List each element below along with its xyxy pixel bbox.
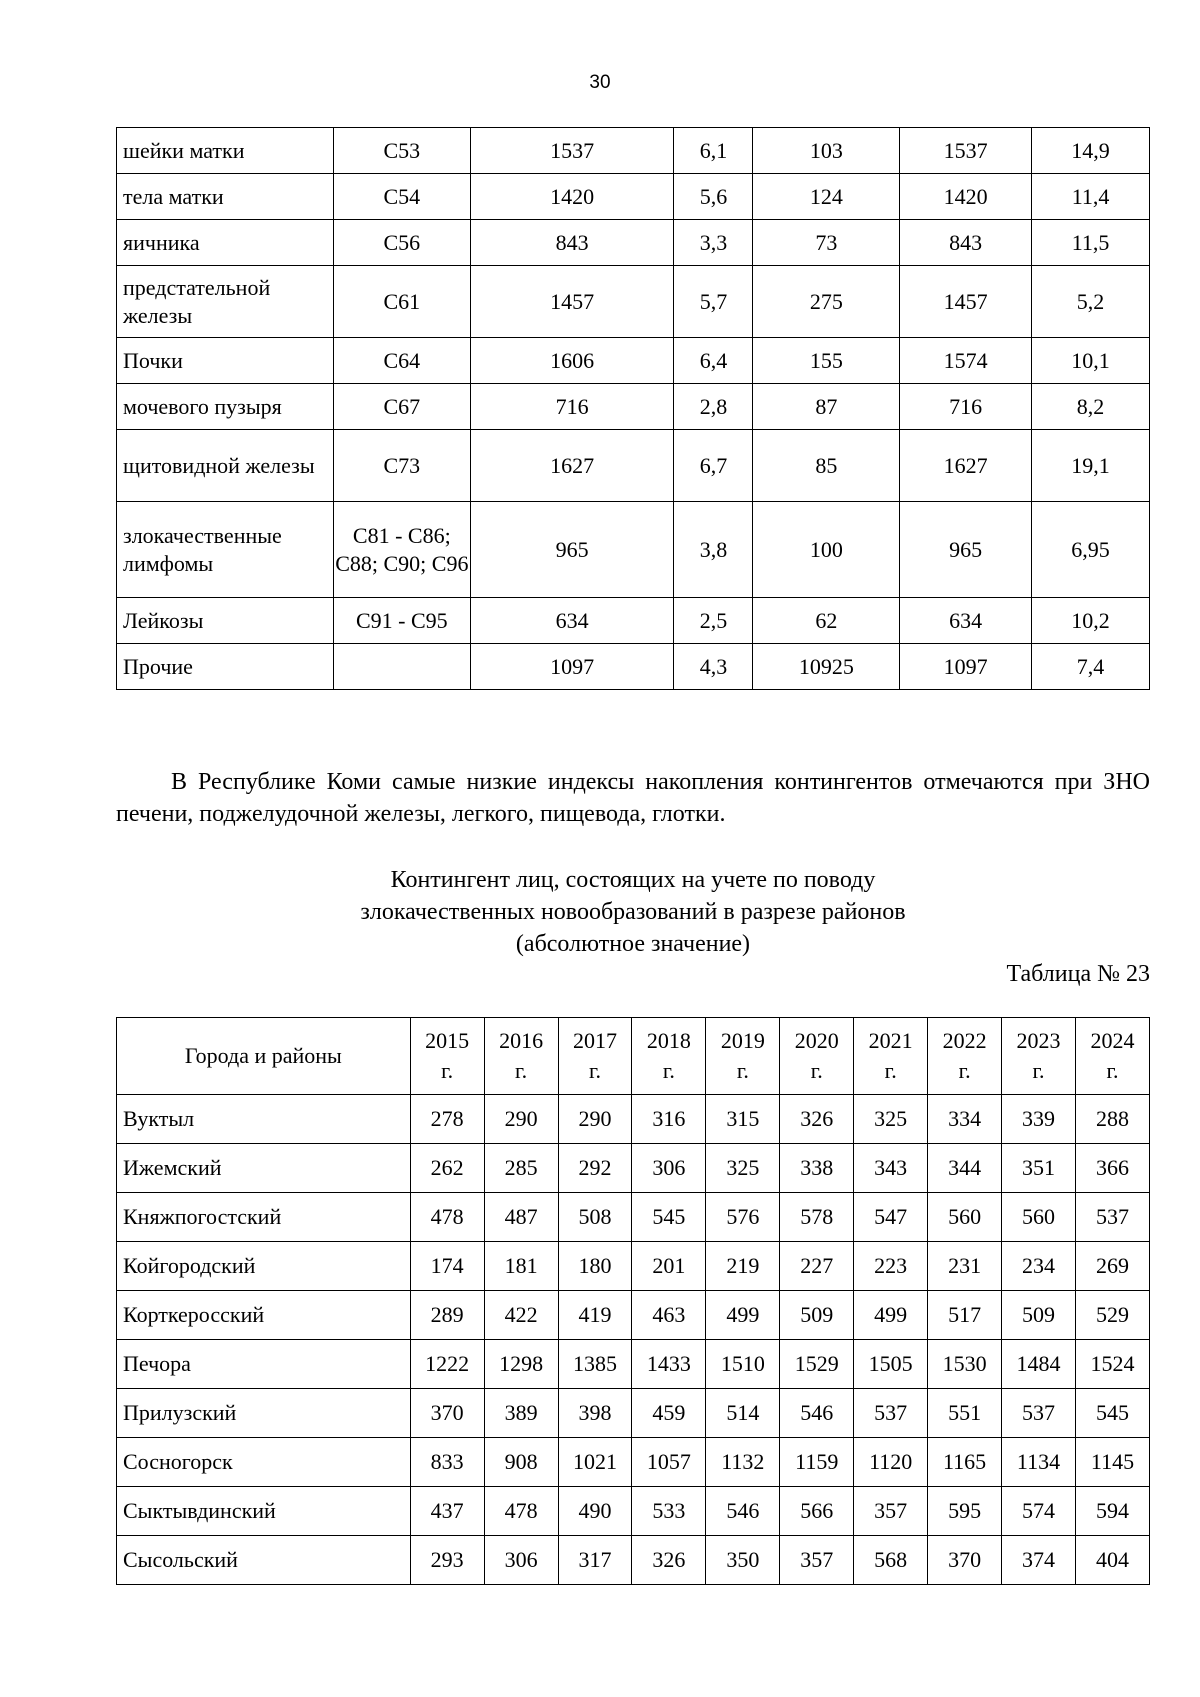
- value-cell: 223: [854, 1242, 928, 1291]
- year-value: 2024: [1090, 1028, 1135, 1053]
- value-cell: 419: [558, 1291, 632, 1340]
- value-cell: 316: [632, 1095, 706, 1144]
- value-cell: 343: [854, 1144, 928, 1193]
- year-value: 2023: [1016, 1028, 1061, 1053]
- value-cell: 227: [780, 1242, 854, 1291]
- table-row: [117, 384, 1150, 430]
- value-cell: 574: [1002, 1487, 1076, 1536]
- caption-line: Контингент лиц, состоящих на учете по поводу: [390, 867, 876, 893]
- district-name-cell: Княжпогостский: [117, 1193, 411, 1242]
- value-cell: 315: [706, 1095, 780, 1144]
- value-cell: 11,5: [1032, 220, 1150, 266]
- value-cell: 1132: [706, 1438, 780, 1487]
- name-cell: шейки матки: [117, 128, 334, 174]
- district-contingent-table: [116, 1017, 1150, 1585]
- column-header-year: [410, 1018, 484, 1095]
- value-cell: 6,4: [674, 338, 753, 384]
- value-cell: 6,7: [674, 430, 753, 502]
- value-cell: 278: [410, 1095, 484, 1144]
- value-cell: 478: [484, 1487, 558, 1536]
- value-cell: 292: [558, 1144, 632, 1193]
- value-cell: 357: [854, 1487, 928, 1536]
- value-cell: 1134: [1002, 1438, 1076, 1487]
- caption-line: (абсолютное значение): [515, 931, 751, 957]
- value-cell: 326: [780, 1095, 854, 1144]
- value-cell: 843: [900, 220, 1032, 266]
- value-cell: 234: [1002, 1242, 1076, 1291]
- value-cell: 594: [1075, 1487, 1149, 1536]
- value-cell: 374: [1002, 1536, 1076, 1585]
- district-name-cell: Печора: [117, 1340, 411, 1389]
- value-cell: 325: [854, 1095, 928, 1144]
- code-cell: [333, 644, 470, 690]
- value-cell: 366: [1075, 1144, 1149, 1193]
- value-cell: 370: [928, 1536, 1002, 1585]
- value-cell: 285: [484, 1144, 558, 1193]
- table-row: [117, 1095, 1150, 1144]
- year-suffix: г.: [662, 1058, 675, 1083]
- value-cell: 85: [753, 430, 900, 502]
- value-cell: 517: [928, 1291, 1002, 1340]
- column-header-year: [854, 1018, 928, 1095]
- value-cell: 5,2: [1032, 266, 1150, 338]
- table-row: [117, 1144, 1150, 1193]
- table-row: [117, 598, 1150, 644]
- value-cell: 576: [706, 1193, 780, 1242]
- value-cell: 560: [1002, 1193, 1076, 1242]
- value-cell: 1529: [780, 1340, 854, 1389]
- value-cell: 1097: [470, 644, 674, 690]
- value-cell: 219: [706, 1242, 780, 1291]
- value-cell: 325: [706, 1144, 780, 1193]
- value-cell: 351: [1002, 1144, 1076, 1193]
- value-cell: 1057: [632, 1438, 706, 1487]
- value-cell: 463: [632, 1291, 706, 1340]
- value-cell: 1505: [854, 1340, 928, 1389]
- value-cell: 716: [470, 384, 674, 430]
- value-cell: 4,3: [674, 644, 753, 690]
- value-cell: 1627: [470, 430, 674, 502]
- value-cell: 5,6: [674, 174, 753, 220]
- year-suffix: г.: [515, 1058, 528, 1083]
- value-cell: 6,95: [1032, 502, 1150, 598]
- value-cell: 478: [410, 1193, 484, 1242]
- value-cell: 965: [470, 502, 674, 598]
- value-cell: 1457: [900, 266, 1032, 338]
- code-cell: C54: [333, 174, 470, 220]
- value-cell: 1145: [1075, 1438, 1149, 1487]
- year-suffix: г.: [1106, 1058, 1119, 1083]
- column-header-year: [780, 1018, 854, 1095]
- value-cell: 1537: [900, 128, 1032, 174]
- value-cell: 508: [558, 1193, 632, 1242]
- value-cell: 7,4: [1032, 644, 1150, 690]
- value-cell: 634: [900, 598, 1032, 644]
- code-cell: C61: [333, 266, 470, 338]
- value-cell: 306: [484, 1536, 558, 1585]
- value-cell: 100: [753, 502, 900, 598]
- value-cell: 568: [854, 1536, 928, 1585]
- value-cell: 306: [632, 1144, 706, 1193]
- value-cell: 546: [780, 1389, 854, 1438]
- value-cell: 124: [753, 174, 900, 220]
- column-header-year: [632, 1018, 706, 1095]
- value-cell: 174: [410, 1242, 484, 1291]
- value-cell: 231: [928, 1242, 1002, 1291]
- value-cell: 537: [1075, 1193, 1149, 1242]
- value-cell: 1385: [558, 1340, 632, 1389]
- district-name-cell: Прилузский: [117, 1389, 411, 1438]
- caption-line: злокачественных новообразований в разрезе районов: [360, 899, 906, 925]
- value-cell: 3,8: [674, 502, 753, 598]
- value-cell: 537: [854, 1389, 928, 1438]
- value-cell: 1298: [484, 1340, 558, 1389]
- column-header-year: [1075, 1018, 1149, 1095]
- value-cell: 459: [632, 1389, 706, 1438]
- year-value: 2015: [425, 1028, 470, 1053]
- name-cell: Лейкозы: [117, 598, 334, 644]
- value-cell: 1120: [854, 1438, 928, 1487]
- value-cell: 1484: [1002, 1340, 1076, 1389]
- table-row: [117, 1340, 1150, 1389]
- name-cell: мочевого пузыря: [117, 384, 334, 430]
- table-number: Таблица № 23: [1006, 961, 1150, 987]
- table-row: [117, 1389, 1150, 1438]
- value-cell: 1510: [706, 1340, 780, 1389]
- value-cell: 1627: [900, 430, 1032, 502]
- table-row: [117, 338, 1150, 384]
- name-cell: злокачественные лимфомы: [117, 502, 334, 598]
- value-cell: 2,8: [674, 384, 753, 430]
- value-cell: 404: [1075, 1536, 1149, 1585]
- year-value: 2018: [646, 1028, 691, 1053]
- column-header-year: [928, 1018, 1002, 1095]
- value-cell: 1524: [1075, 1340, 1149, 1389]
- value-cell: 10,1: [1032, 338, 1150, 384]
- table-caption: [116, 864, 1150, 960]
- value-cell: 965: [900, 502, 1032, 598]
- value-cell: 11,4: [1032, 174, 1150, 220]
- year-suffix: г.: [588, 1058, 602, 1083]
- year-value: 2020: [794, 1028, 839, 1053]
- value-cell: 269: [1075, 1242, 1149, 1291]
- value-cell: 10,2: [1032, 598, 1150, 644]
- value-cell: 62: [753, 598, 900, 644]
- value-cell: 181: [484, 1242, 558, 1291]
- value-cell: 509: [780, 1291, 854, 1340]
- table-row: [117, 502, 1150, 598]
- value-cell: 103: [753, 128, 900, 174]
- code-cell: C56: [333, 220, 470, 266]
- value-cell: 1420: [470, 174, 674, 220]
- district-name-cell: Вуктыл: [117, 1095, 411, 1144]
- year-suffix: г.: [1032, 1058, 1045, 1083]
- value-cell: 545: [1075, 1389, 1149, 1438]
- value-cell: 290: [558, 1095, 632, 1144]
- value-cell: 344: [928, 1144, 1002, 1193]
- column-header-year: [1002, 1018, 1076, 1095]
- year-value: 2019: [720, 1028, 765, 1053]
- name-cell: щитовидной железы: [117, 430, 334, 502]
- value-cell: 201: [632, 1242, 706, 1291]
- body-paragraph: В Республике Коми самые низкие индексы накопления контингентов отмечаются при ЗНО печени, поджелудочной железы, легкого, пищевода, глотки.: [116, 769, 1150, 827]
- table-row: [117, 266, 1150, 338]
- value-cell: 634: [470, 598, 674, 644]
- value-cell: 389: [484, 1389, 558, 1438]
- value-cell: 499: [854, 1291, 928, 1340]
- value-cell: 1433: [632, 1340, 706, 1389]
- column-header-year: [558, 1018, 632, 1095]
- value-cell: 8,2: [1032, 384, 1150, 430]
- year-suffix: г.: [958, 1058, 971, 1083]
- year-suffix: г.: [810, 1058, 823, 1083]
- value-cell: 547: [854, 1193, 928, 1242]
- value-cell: 350: [706, 1536, 780, 1585]
- code-cell: C53: [333, 128, 470, 174]
- value-cell: 843: [470, 220, 674, 266]
- code-cell: C91 - C95: [333, 598, 470, 644]
- district-name-cell: Сыктывдинский: [117, 1487, 411, 1536]
- value-cell: 370: [410, 1389, 484, 1438]
- value-cell: 6,1: [674, 128, 753, 174]
- value-cell: 87: [753, 384, 900, 430]
- value-cell: 1222: [410, 1340, 484, 1389]
- district-name-cell: Койгородский: [117, 1242, 411, 1291]
- value-cell: 908: [484, 1438, 558, 1487]
- name-cell: яичника: [117, 220, 334, 266]
- value-cell: 716: [900, 384, 1032, 430]
- value-cell: 73: [753, 220, 900, 266]
- table-row: [117, 1487, 1150, 1536]
- value-cell: 289: [410, 1291, 484, 1340]
- value-cell: 357: [780, 1536, 854, 1585]
- column-header-district: Города и районы: [117, 1018, 411, 1095]
- value-cell: 578: [780, 1193, 854, 1242]
- value-cell: 290: [484, 1095, 558, 1144]
- name-cell: тела матки: [117, 174, 334, 220]
- value-cell: 14,9: [1032, 128, 1150, 174]
- value-cell: 1097: [900, 644, 1032, 690]
- code-cell: C67: [333, 384, 470, 430]
- value-cell: 2,5: [674, 598, 753, 644]
- column-header-year: [706, 1018, 780, 1095]
- value-cell: 1530: [928, 1340, 1002, 1389]
- value-cell: 10925: [753, 644, 900, 690]
- value-cell: 545: [632, 1193, 706, 1242]
- value-cell: 422: [484, 1291, 558, 1340]
- name-cell: Прочие: [117, 644, 334, 690]
- value-cell: 595: [928, 1487, 1002, 1536]
- code-cell: C73: [333, 430, 470, 502]
- table-row: [117, 1536, 1150, 1585]
- value-cell: 533: [632, 1487, 706, 1536]
- value-cell: 490: [558, 1487, 632, 1536]
- value-cell: 1165: [928, 1438, 1002, 1487]
- year-suffix: г.: [736, 1058, 749, 1083]
- district-name-cell: Сосногорск: [117, 1438, 411, 1487]
- table-row: [117, 220, 1150, 266]
- value-cell: 293: [410, 1536, 484, 1585]
- year-value: 2021: [868, 1028, 913, 1053]
- year-value: 2022: [942, 1028, 987, 1053]
- value-cell: 509: [1002, 1291, 1076, 1340]
- value-cell: 566: [780, 1487, 854, 1536]
- value-cell: 1457: [470, 266, 674, 338]
- value-cell: 551: [928, 1389, 1002, 1438]
- value-cell: 1420: [900, 174, 1032, 220]
- year-suffix: г.: [441, 1058, 454, 1083]
- table-row: [117, 430, 1150, 502]
- value-cell: 155: [753, 338, 900, 384]
- name-cell: предстательной железы: [117, 266, 334, 338]
- value-cell: 180: [558, 1242, 632, 1291]
- value-cell: 19,1: [1032, 430, 1150, 502]
- value-cell: 1159: [780, 1438, 854, 1487]
- value-cell: 487: [484, 1193, 558, 1242]
- district-name-cell: Корткеросский: [117, 1291, 411, 1340]
- value-cell: 334: [928, 1095, 1002, 1144]
- value-cell: 546: [706, 1487, 780, 1536]
- value-cell: 262: [410, 1144, 484, 1193]
- value-cell: 833: [410, 1438, 484, 1487]
- value-cell: 339: [1002, 1095, 1076, 1144]
- table-row: [117, 1438, 1150, 1487]
- value-cell: 317: [558, 1536, 632, 1585]
- cancer-site-table: [116, 127, 1150, 690]
- year-suffix: г.: [884, 1058, 897, 1083]
- table-row: [117, 644, 1150, 690]
- name-cell: Почки: [117, 338, 334, 384]
- value-cell: 499: [706, 1291, 780, 1340]
- value-cell: 398: [558, 1389, 632, 1438]
- column-header-year: [484, 1018, 558, 1095]
- code-cell: C64: [333, 338, 470, 384]
- value-cell: 1606: [470, 338, 674, 384]
- district-name-cell: Сысольский: [117, 1536, 411, 1585]
- district-name-cell: Ижемский: [117, 1144, 411, 1193]
- value-cell: 326: [632, 1536, 706, 1585]
- table-row: [117, 1291, 1150, 1340]
- table-row: [117, 128, 1150, 174]
- value-cell: 514: [706, 1389, 780, 1438]
- value-cell: 288: [1075, 1095, 1149, 1144]
- value-cell: 437: [410, 1487, 484, 1536]
- table-row: [117, 174, 1150, 220]
- value-cell: 529: [1075, 1291, 1149, 1340]
- page-number: 30: [589, 72, 611, 93]
- value-cell: 275: [753, 266, 900, 338]
- table-row: [117, 1242, 1150, 1291]
- year-value: 2017: [572, 1028, 617, 1053]
- value-cell: 1537: [470, 128, 674, 174]
- value-cell: 338: [780, 1144, 854, 1193]
- value-cell: 3,3: [674, 220, 753, 266]
- year-value: 2016: [499, 1028, 544, 1053]
- table-row: [117, 1193, 1150, 1242]
- value-cell: 5,7: [674, 266, 753, 338]
- value-cell: 537: [1002, 1389, 1076, 1438]
- value-cell: 1021: [558, 1438, 632, 1487]
- value-cell: 560: [928, 1193, 1002, 1242]
- code-cell: C81 - C86; C88; C90; C96: [333, 502, 470, 598]
- value-cell: 1574: [900, 338, 1032, 384]
